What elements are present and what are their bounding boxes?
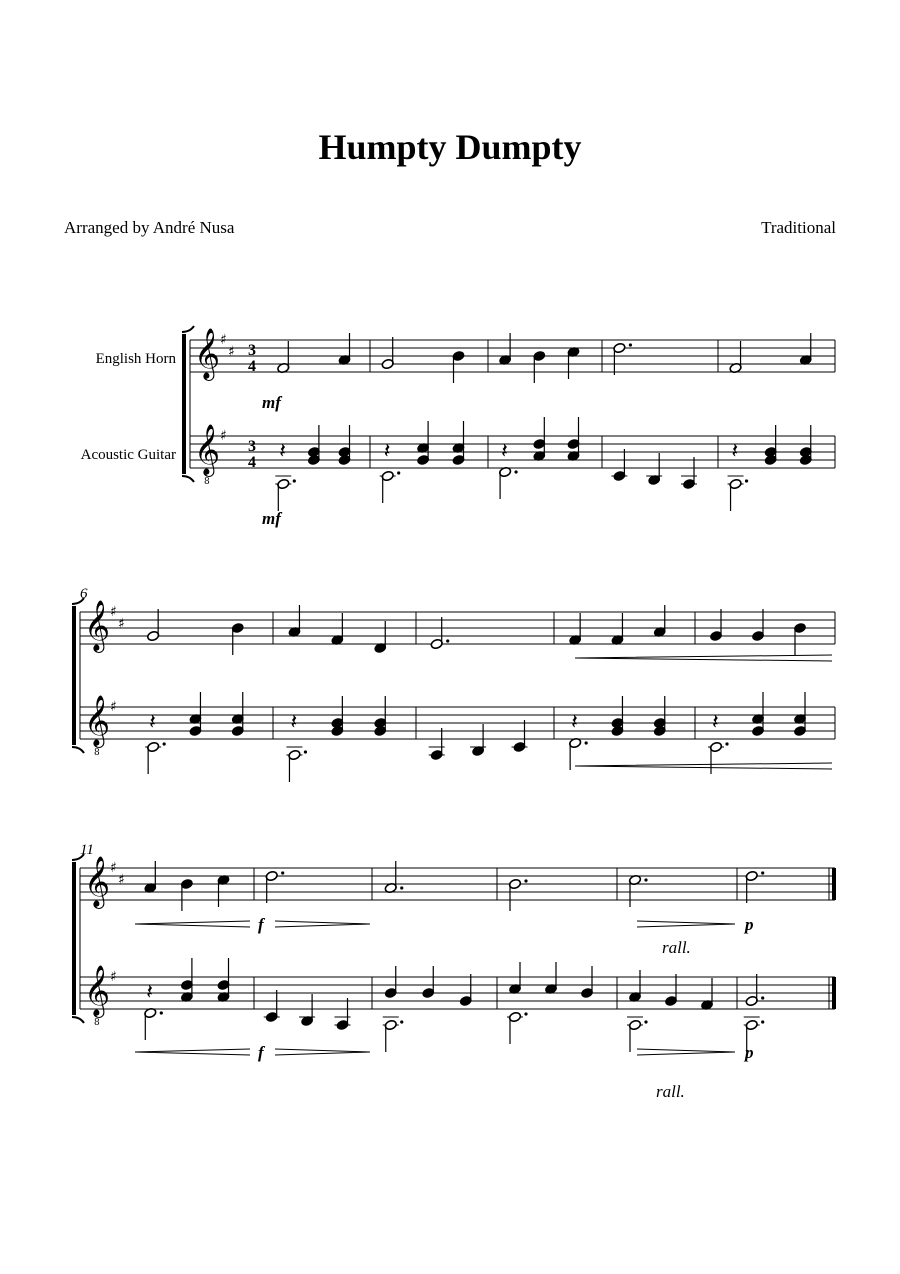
dynamic-p: p [745, 915, 754, 934]
dot [524, 1012, 527, 1015]
sharp-icon: ♯ [220, 428, 227, 444]
quarter-rest-icon: 𝄽 [501, 439, 508, 464]
composer-credit: Traditional [761, 218, 836, 237]
crescendo-hairpin [135, 1049, 250, 1055]
dynamic-mf: mf [262, 509, 281, 528]
dot [745, 479, 748, 482]
sharp-icon: ♯ [118, 616, 125, 632]
sharp-icon: ♯ [220, 332, 227, 348]
dot [446, 639, 449, 642]
dot [293, 479, 296, 482]
quarter-rest-icon: 𝄽 [149, 710, 156, 735]
sharp-icon: ♯ [228, 344, 235, 360]
dynamic-f: f [258, 915, 264, 934]
instrument-label-horn: English Horn [95, 351, 176, 367]
treble-clef-icon: 𝄞 [84, 965, 111, 1016]
dot [725, 742, 728, 745]
quarter-rest-icon: 𝄽 [731, 439, 739, 464]
quarter-rest-icon: 𝄽 [712, 710, 719, 735]
dot [644, 1020, 647, 1023]
final-barline [832, 868, 836, 900]
dot [761, 996, 764, 999]
dot [281, 871, 284, 874]
decrescendo-hairpin [637, 1049, 735, 1055]
time-signature-bottom: 4 [248, 358, 256, 375]
dot [397, 471, 400, 474]
dynamic-p: p [745, 1043, 754, 1062]
dot [400, 886, 403, 889]
sharp-icon: ♯ [110, 699, 117, 715]
sharp-icon: ♯ [118, 872, 125, 888]
crescendo-hairpin [575, 655, 832, 661]
measure-number: 6 [80, 586, 88, 602]
treble-clef-icon: 𝄞 [84, 856, 111, 907]
dot [644, 878, 647, 881]
dot [761, 1020, 764, 1023]
quarter-rest-icon: 𝄽 [290, 710, 298, 735]
octave-marker: 8 [204, 477, 210, 487]
dot [585, 741, 588, 744]
tempo-mark: rall. [662, 938, 691, 957]
treble-clef-icon: 𝄞 [84, 695, 111, 746]
octave-marker: 8 [94, 748, 100, 758]
time-signature-bottom: 4 [248, 454, 256, 471]
treble-clef-icon: 𝄞 [194, 424, 221, 475]
dynamic-mf: mf [262, 393, 281, 412]
dot [163, 742, 166, 745]
final-barline [832, 977, 836, 1009]
instrument-label-guitar: Acoustic Guitar [80, 447, 176, 463]
sharp-icon: ♯ [110, 604, 117, 620]
decrescendo-hairpin [637, 921, 735, 927]
dot [524, 879, 527, 882]
decrescendo-hairpin [275, 1049, 370, 1055]
dot [515, 470, 518, 473]
score-title: Humpty Dumpty [318, 127, 582, 167]
bracket-hook [182, 476, 194, 482]
dot [761, 871, 764, 874]
crescendo-hairpin [135, 921, 250, 927]
crescendo-hairpin [575, 763, 832, 769]
quarter-rest-icon: 𝄽 [571, 710, 578, 735]
quarter-rest-icon: 𝄽 [279, 439, 287, 464]
bracket-hook [72, 747, 84, 753]
treble-clef-icon: 𝄞 [84, 600, 111, 651]
quarter-rest-icon: 𝄽 [383, 439, 391, 464]
decrescendo-hairpin [275, 921, 370, 927]
dynamic-f: f [258, 1043, 264, 1062]
dot [160, 1011, 163, 1014]
measure-number: 11 [80, 842, 94, 858]
time-signature-top: 3 [248, 342, 256, 359]
dot [304, 750, 307, 753]
tempo-mark: rall. [656, 1082, 685, 1101]
bracket-hook [72, 1017, 84, 1023]
dot [400, 1020, 403, 1023]
bracket-hook [182, 326, 194, 332]
treble-clef-icon: 𝄞 [194, 328, 221, 379]
octave-marker: 8 [94, 1018, 100, 1028]
arranger-credit: Arranged by André Nusa [64, 218, 235, 237]
quarter-rest-icon: 𝄽 [146, 980, 154, 1005]
time-signature-top: 3 [248, 438, 256, 455]
sharp-icon: ♯ [110, 969, 117, 985]
sharp-icon: ♯ [110, 860, 117, 876]
dot [629, 343, 632, 346]
